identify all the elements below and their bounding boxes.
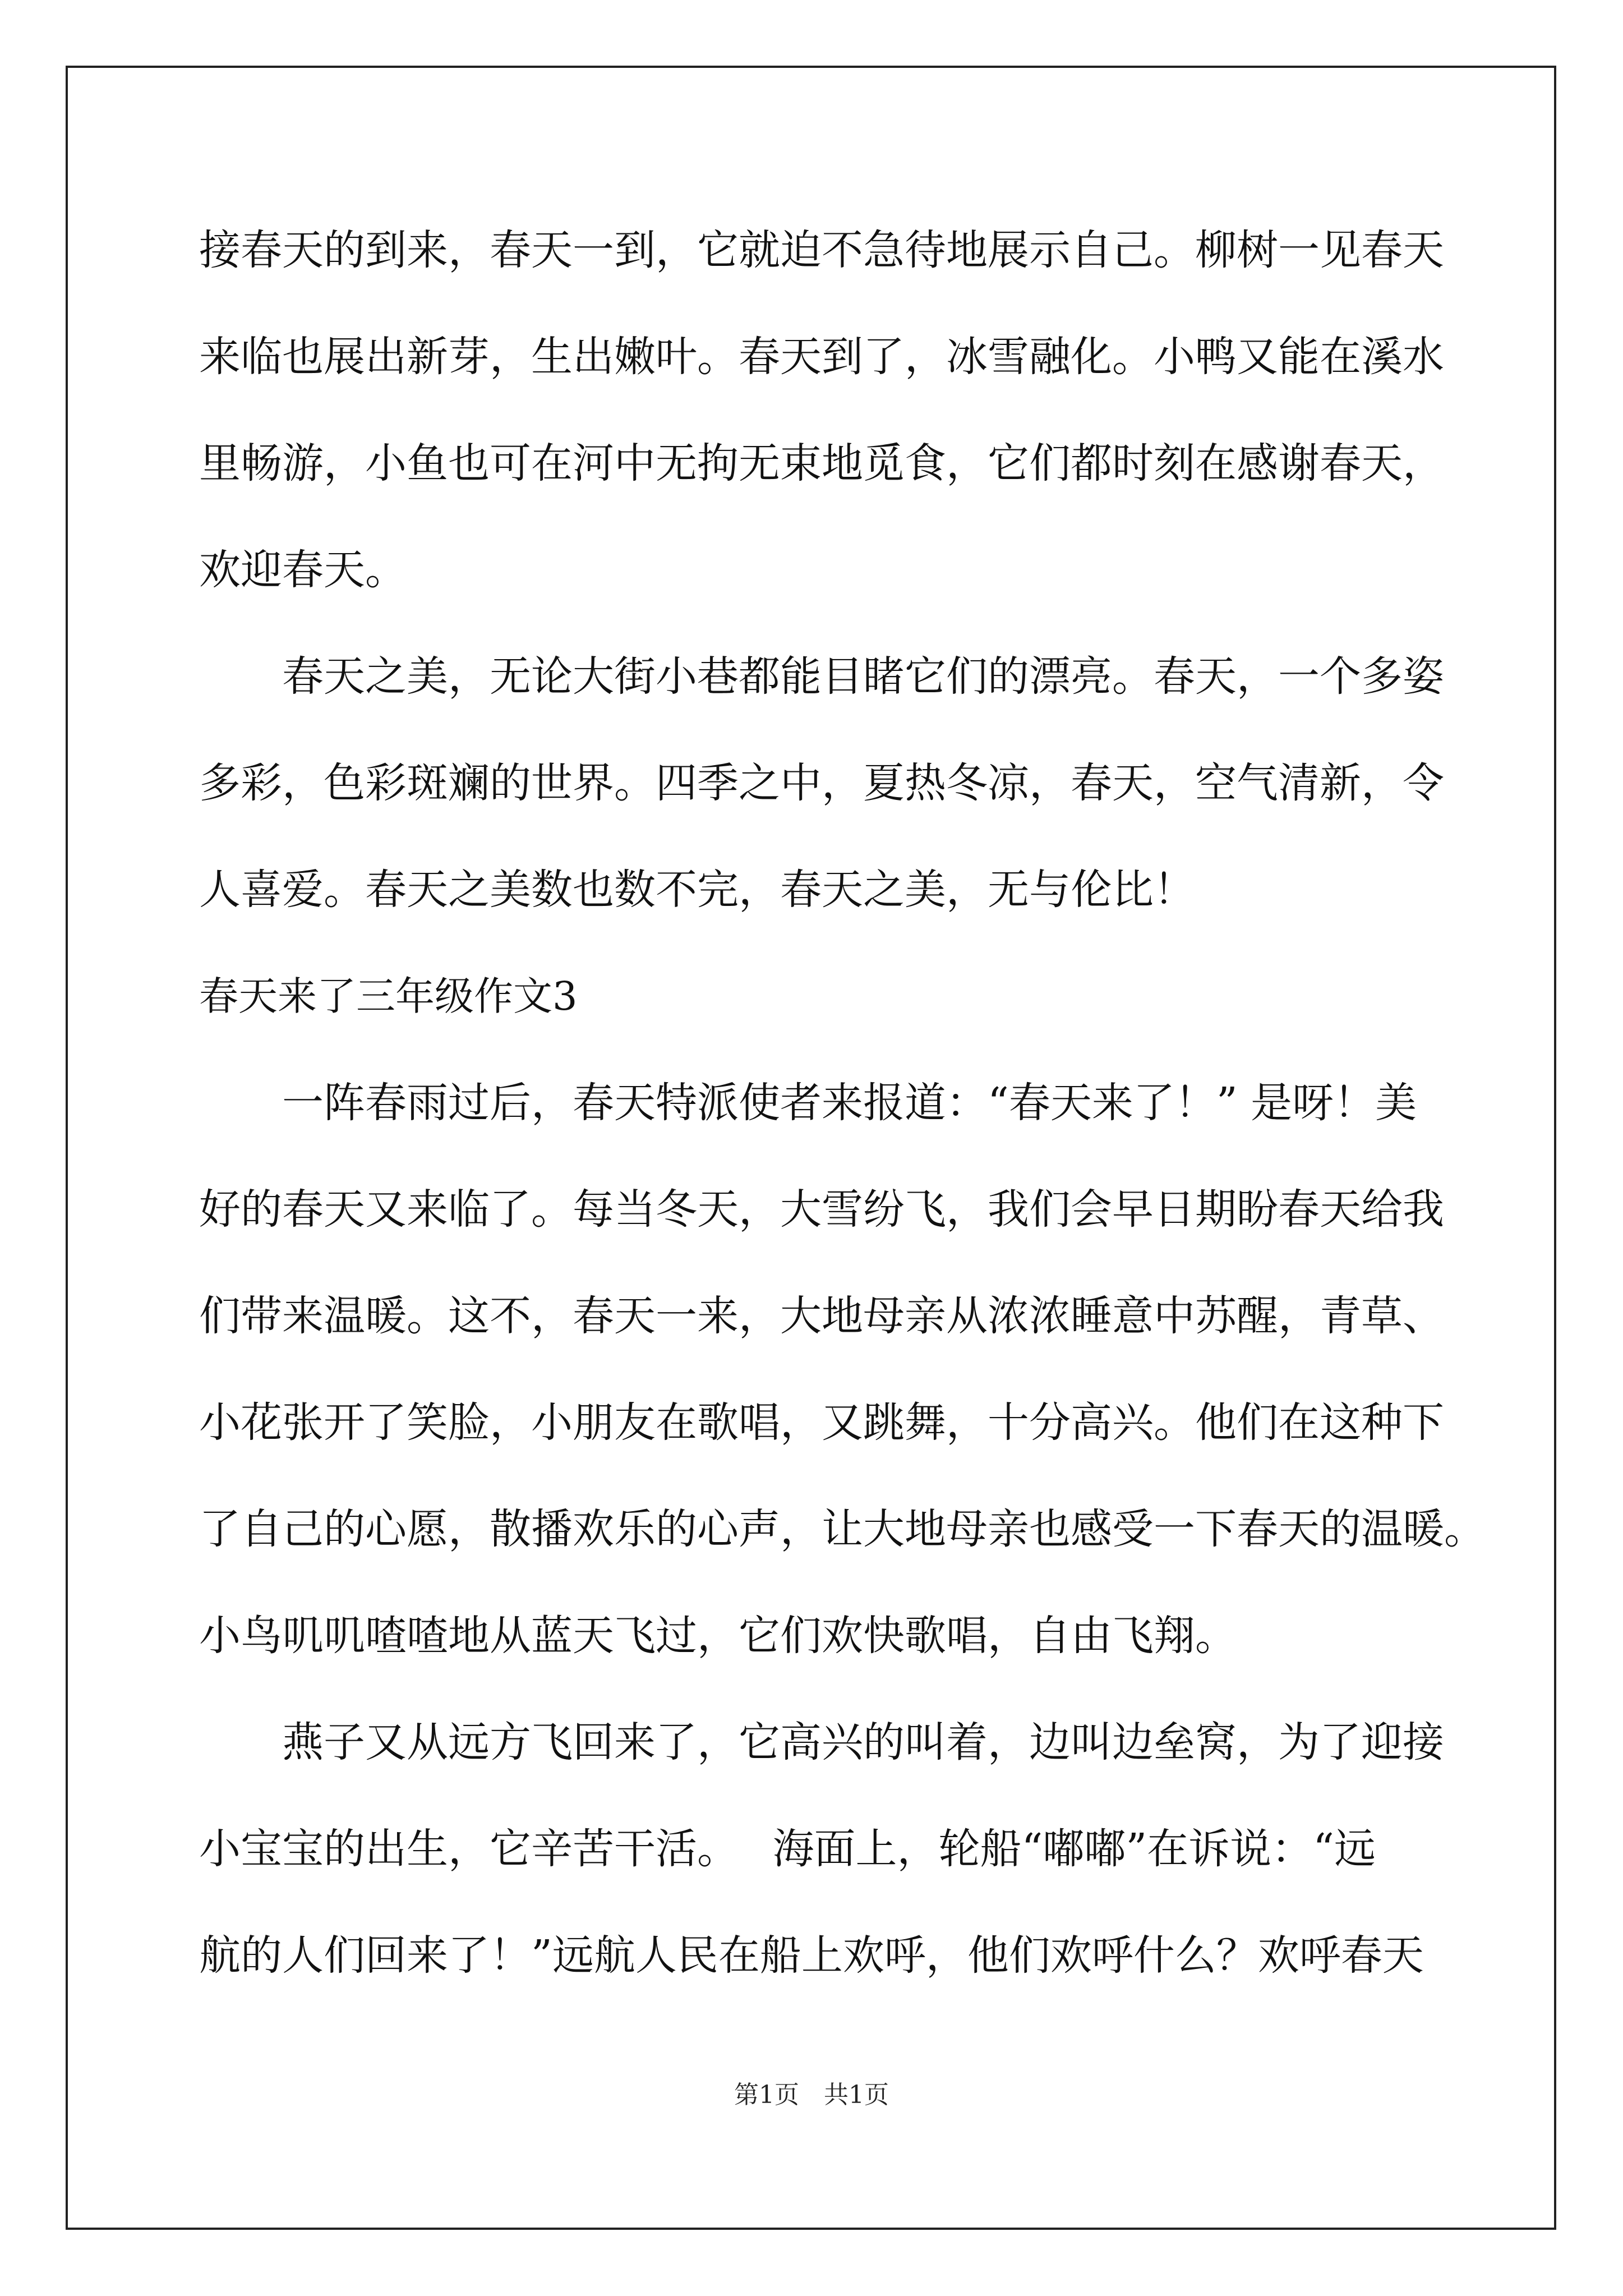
text-line: 航的人们回来了！”远航人民在船上欢呼，他们欢呼什么？欢呼春天 (199, 1931, 1424, 1980)
text-line: 人喜爱。春天之美数也数不完，春天之美，无与伦比！ (199, 866, 1195, 914)
text-line: 接春天的到来，春天一到，它就迫不急待地展示自己。柳树一见春天 (199, 226, 1444, 274)
section-heading: 春天来了三年级作文3 (199, 973, 578, 1019)
document-body (199, 217, 1489, 2028)
text-line: 小花张开了笑脸，小朋友在歌唱，又跳舞，十分高兴。他们在这种下 (199, 1398, 1444, 1447)
text-line: 小鸟叽叽喳喳地从蓝天飞过，它们欢快歌唱，自由飞翔。 (199, 1612, 1237, 1660)
text-line: 里畅游，小鱼也可在河中无拘无束地觅食，它们都时刻在感谢春天， (199, 439, 1444, 487)
text-line: 小宝宝的出生，它辛苦干活。 海面上，轮船“嘟嘟”在诉说：“远 (199, 1825, 1376, 1873)
paragraph-start-line: 一阵春雨过后，春天特派使者来报道：“春天来了！” 是呀！美 (282, 1079, 1417, 1127)
text-line: 欢迎春天。 (199, 546, 407, 594)
text-line: 好的春天又来临了。每当冬天，大雪纷飞，我们会早日期盼春天给我 (199, 1185, 1444, 1234)
text-line: 们带来温暖。这不，春天一来，大地母亲从浓浓睡意中苏醒，青草、 (199, 1292, 1444, 1340)
page-footer: 第1页 共1页 (734, 2081, 889, 2109)
text-line: 来临也展出新芽，生出嫩叶。春天到了，冰雪融化。小鸭又能在溪水 (199, 333, 1444, 381)
text-line: 了自己的心愿，散播欢乐的心声，让大地母亲也感受一下春天的温暖。 (199, 1505, 1486, 1553)
text-line: 多彩，色彩斑斓的世界。四季之中，夏热冬凉，春天，空气清新，令 (199, 759, 1444, 807)
paragraph-start-line: 春天之美，无论大街小巷都能目睹它们的漂亮。春天，一个多姿 (282, 652, 1444, 701)
paragraph-start-line: 燕子又从远方飞回来了，它高兴的叫着，边叫边垒窝，为了迎接 (282, 1718, 1444, 1766)
